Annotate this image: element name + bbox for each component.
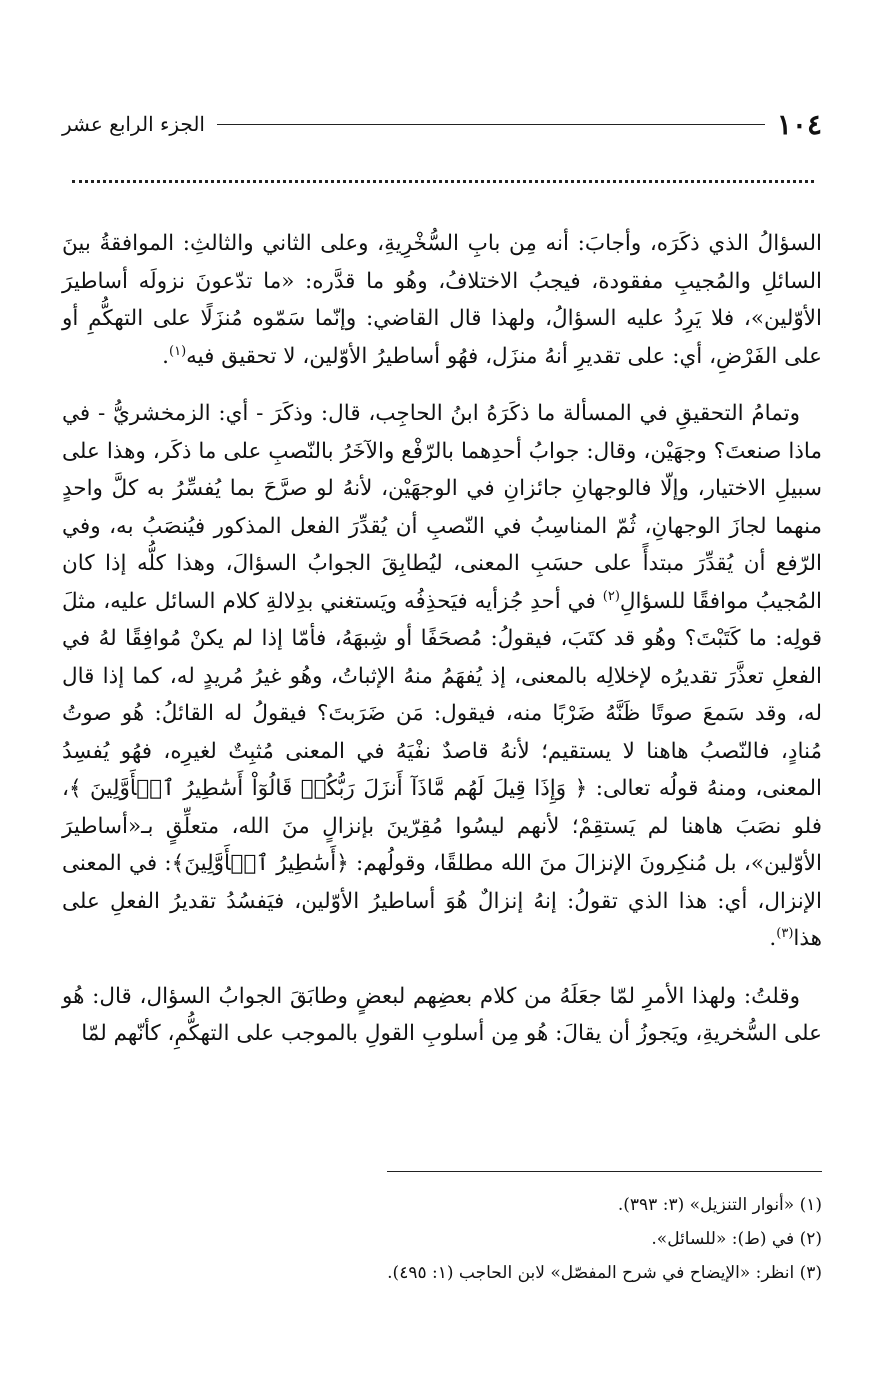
running-head: الجزء الرابع عشر — [62, 112, 205, 136]
paragraph-text-continued: في أحدِ جُزأيه فيَحذِفُه ويَستغني بدِلالةِ كلام السائل عليه، مثلَ قولِه: ما كَتَبْتَ؟ وهُو قد كتَبَ، فيقولُ: مُصحَفًا أو شِبهَهُ، فأمّا إذا لم يكنْ مُوافِقًا لهُ في الفعلِ تعذَّرَ تقديرُه لإخلالِه بالمعنى، إذ يُفهَمُ منهُ الإثباتُ، وهُو غيرُ مُريدٍ له، كما إذا قال له، وقد سَمعَ صوتًا ظَنَّهُ ضَرْبًا منه، فيقول: مَن ضَرَبتَ؟ فيقولُ له القائلُ: هُو صوتُ مُنادٍ، فالنّصبُ هاهنا لا يستقيم؛ لأنهُ قاصدٌ نفْيَهُ في المعنى مُثبِتٌ لغيرِه، فهُو يُفسِدُ المعنى، ومنهُ قولُه تعالى: ﴿ وَإِذَا قِيلَ لَهُم مَّاذَآ أَنزَلَ رَبُّكُمۡ قَالُوٓاْ أَسَٰطِيرُ ٱلۡأَوَّلِينَ ﴾، فلو نصَبَ هاهنا لم يَستقِمْ؛ لأنهم ليسُوا مُقِرّينَ بإنزالٍ منَ الله، متعلِّقٍ بـ«أساطيرَ الأوّلين»، بل مُنكِرونَ الإنزالَ منَ الله مطلقًا، وقولُهم: ﴿أَسَٰطِيرُ ٱلۡأَوَّلِينَ﴾: في المعنى الإنزال، أي: هذا الذي تقولُ: إنهُ إنزالٌ هُوَ أساطيرُ الأوّلين، فيَفسُدُ تقديرُ الفعلِ على هذا — [62, 588, 822, 951]
page-header — [62, 106, 822, 142]
page-number: ١٠٤ — [776, 107, 822, 141]
paragraph-text: وقلتُ: ولهذا الأمرِ لمّا جعَلَهُ من كلام بعضِهم لبعضٍ وطابَقَ الجوابُ السؤال، قال: هُو على السُّخريةِ، ويَجوزُ أن يقالَ: هُو مِن أسلوبِ القولِ بالموجب على التهكُّمِ، كأنّهم لمّا — [62, 983, 822, 1046]
paragraph-text: وتمامُ التحقيقِ في المسألة ما ذكَرَهُ ابنُ الحاجِب، قال: وذكَرَ - أي: الزمخشريُّ - في ماذا صنعتَ؟ وجهَيْن، وقال: جوابُ أحدِهما بالرّفْع والآخَرُ بالنّصبِ على ما ذكَر، وهذا على سبيلِ الاختيار، وإلّا فالوجهانِ جائزانِ في الوجهَيْن، لأنهُ لو صرَّحَ بما يُفسِّرُ به كلَّ واحدٍ منهما لجازَ الوجهانِ، ثُمّ المناسِبُ في النّصبِ أن يُقدِّرَ الفعل المذكور فيُنصَبُ به، وفي الرّفع أن يُقدِّرَ مبتدأً على حسَبِ المعنى، ليُطابِقَ الجوابُ السؤالَ، وهذا كلُّه إذا كان المُجيبُ موافقًا للسؤالِ — [62, 401, 822, 614]
footnote-3: (٣) انظر: «الإيضاح في شرح المفصّل» لابن الحاجب (١: ٤٩٥). — [387, 1263, 822, 1283]
footnote-1: (١) «أنوار التنزيل» (٣: ٣٩٣). — [617, 1195, 822, 1215]
footnote-ref-3[interactable]: (٣) — [776, 925, 794, 941]
paragraph-1 — [62, 225, 822, 375]
main-text — [62, 225, 822, 1073]
paragraph-tail: . — [162, 343, 169, 369]
dotted-separator — [72, 180, 814, 183]
paragraph-3 — [62, 978, 822, 1053]
footnote-ref-1[interactable]: (١) — [169, 343, 187, 359]
header-rule — [217, 124, 765, 125]
footnotes — [62, 1188, 822, 1290]
footnote-ref-2[interactable]: (٢) — [602, 588, 620, 604]
page — [62, 0, 822, 1396]
paragraph-tail: . — [769, 926, 777, 951]
paragraph-text: السؤالُ الذي ذكَرَه، وأجابَ: أنه مِن بابِ السُّخْرِيةِ، وعلى الثاني والثالثِ: الموافقةُ بينَ السائلِ والمُجيبِ مفقودة، فيجبُ الاختلافُ، وهُو ما قدَّره: «ما تدّعونَ نزولَه أساطيرَ الأوّلين»، فلا يَرِدُ عليه السؤالُ، ولهذا قال القاضي: وإنّما سَمّوه مُنزَلًا على التهكُّمِ أو على الفَرْضِ، أي: على تقديرِ أنهُ منزَل، فهُو أساطيرُ الأوّلين، لا تحقيق فيه — [62, 231, 822, 369]
footnote-rule — [387, 1171, 822, 1172]
paragraph-2 — [62, 395, 822, 958]
footnote-2: (٢) في (ط): «للسائل». — [651, 1229, 822, 1249]
